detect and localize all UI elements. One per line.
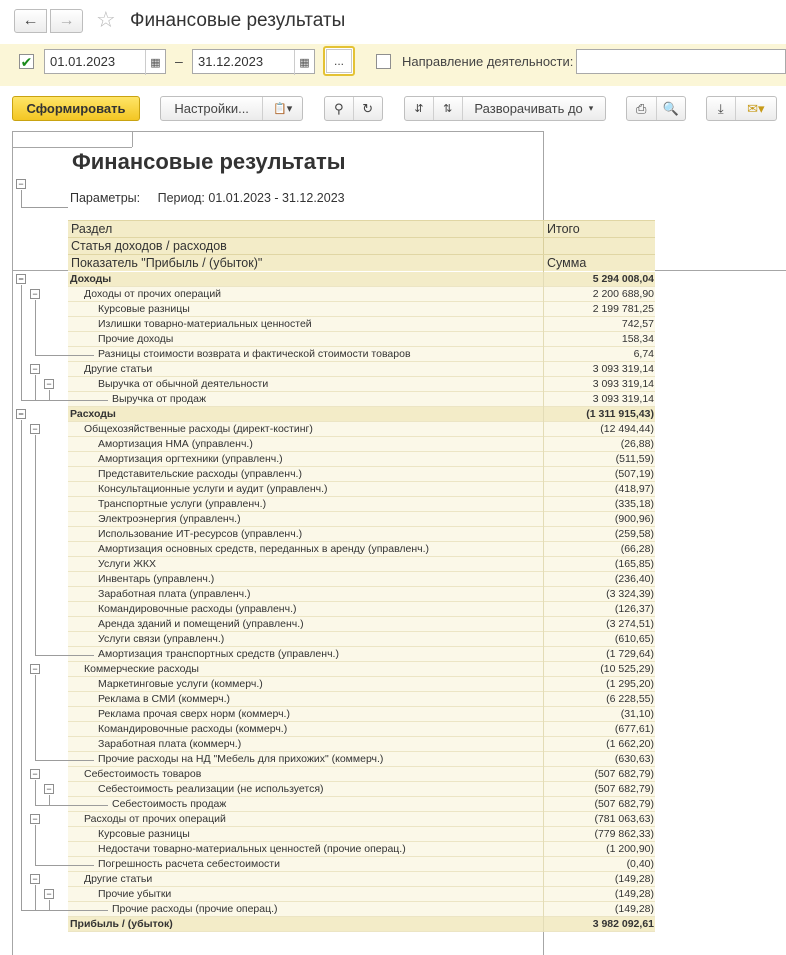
report-title: Финансовые результаты [72,149,346,174]
row-value: 5 294 008,04 [592,273,654,285]
table-row[interactable] [12,662,786,677]
date-from-field[interactable] [44,49,166,74]
row-value: 3 093 319,14 [592,378,654,390]
tree-line [35,760,94,761]
report-top-border [12,131,543,132]
table-row[interactable] [12,347,786,362]
row-value: (335,18) [614,498,654,510]
row-label: Амортизация НМА (управленч.) [98,438,253,450]
table-row[interactable] [12,857,786,872]
date-dash: – [175,53,183,69]
row-label: Излишки товарно-материальных ценностей [98,318,312,330]
collapse-toggle[interactable]: − [16,274,26,284]
row-value: (149,28) [614,888,654,900]
row-value: (1 662,20) [606,738,654,750]
arrow-left-icon: ← [22,12,39,29]
search-next-icon: ↻ [362,100,374,116]
table-row[interactable] [12,512,786,527]
table-row[interactable] [12,917,786,932]
header-separator [543,255,544,272]
date-from-value: 01.01.2023 [50,54,116,69]
tree-line [35,780,36,805]
header-sum: Сумма [547,256,587,270]
direction-field[interactable] [576,49,786,74]
table-row[interactable] [12,452,786,467]
header-row-section [68,220,655,237]
table-row[interactable] [12,692,786,707]
row-value: 3 093 319,14 [592,363,654,375]
row-label: Общехозяйственные расходы (директ-костинг) [84,423,313,435]
row-label: Прочие расходы на НД "Мебель для прихожих" (коммерч.) [98,753,384,765]
row-value: (610,65) [614,633,654,645]
table-row[interactable] [12,632,786,647]
collapse-toggle[interactable]: − [30,364,40,374]
row-label: Услуги связи (управленч.) [98,633,225,645]
tree-line [49,400,108,401]
tree-line [21,190,22,207]
expand-to-label: Разворачивать до [474,101,583,116]
row-label: Услуги ЖКХ [98,558,157,570]
table-row[interactable] [12,767,786,782]
row-label: Прочие убытки [98,888,172,900]
row-value: (6 228,55) [606,693,654,705]
table-row[interactable] [12,782,786,797]
row-value: (507,19) [614,468,654,480]
tree-line [35,435,36,655]
generate-button[interactable]: Сформировать [12,96,140,121]
table-row[interactable] [12,572,786,587]
direction-label: Направление деятельности: [402,54,574,69]
tree-line [49,795,50,805]
calendar-icon[interactable]: ▦ [145,50,165,75]
header-separator [543,221,544,238]
collapse-toggle[interactable]: − [30,664,40,674]
row-value: (1 311 915,43) [586,408,654,420]
search-button[interactable] [325,97,354,120]
row-value: (1 295,20) [606,678,654,690]
row-label: Расходы [70,408,116,420]
row-value: (507 682,79) [594,798,654,810]
header-indicator: Показатель "Прибыль / (убыток)" [71,256,263,270]
table-row[interactable] [12,677,786,692]
calendar-icon[interactable]: ▦ [294,50,314,75]
row-value: 3 982 092,61 [592,918,654,930]
row-label: Недостачи товарно-материальных ценностей (прочие операц.) [98,843,406,855]
period-checkbox[interactable] [19,54,34,69]
report-corner-cell-right [132,131,133,147]
row-value: (781 063,63) [594,813,654,825]
tree-line [21,207,68,208]
row-label: Использование ИТ-ресурсов (управленч.) [98,528,303,540]
variant-icon: 📋▾ [273,103,293,115]
row-value: (66,28) [620,543,654,555]
row-label: Консультационные услуги и аудит (управленч.) [98,483,328,495]
table-row[interactable] [12,272,786,287]
print-group [626,96,686,121]
row-label: Прочие доходы [98,333,174,345]
row-label: Курсовые разницы [98,828,190,840]
expand-to-button[interactable] [463,97,605,120]
tree-line [49,910,108,911]
forward-button[interactable] [50,9,83,33]
row-value: (677,61) [614,723,654,735]
download-icon: ⤓ [717,100,724,116]
row-value: (149,28) [614,873,654,885]
table-row[interactable] [12,602,786,617]
table-row[interactable] [12,527,786,542]
settings-group [160,96,303,121]
params-value: Период: 01.01.2023 - 31.12.2023 [157,191,345,205]
star-icon[interactable]: ☆ [96,7,116,32]
tree-line [21,285,22,400]
row-label: Аренда зданий и помещений (управленч.) [98,618,304,630]
table-row[interactable] [12,392,786,407]
export-group [706,96,777,121]
back-button[interactable] [14,9,47,33]
row-label: Прибыль / (убыток) [70,918,173,930]
tree-line [35,300,36,355]
row-value: (3 274,51) [606,618,654,630]
collapse-toggle[interactable]: − [30,289,40,299]
collapse-toggle[interactable]: − [44,784,54,794]
row-label: Командировочные расходы (управленч.) [98,603,297,615]
row-label: Амортизация основных средств, переданных в аренду (управленч.) [98,543,430,555]
table-row[interactable] [12,377,786,392]
row-value: 6,74 [633,348,654,360]
row-value: (31,10) [620,708,654,720]
send-email-button[interactable] [736,97,776,120]
report-rows [12,272,786,932]
report-parameters [70,191,359,205]
date-to-value: 31.12.2023 [198,54,264,69]
row-label: Электроэнергия (управленч.) [98,513,241,525]
search-group [324,96,383,121]
params-label: Параметры: [70,191,141,205]
header-row-article [68,237,655,254]
collapse-toggle[interactable]: − [44,889,54,899]
row-value: 2 200 688,90 [592,288,654,300]
tree-line [35,375,36,400]
table-row[interactable] [12,587,786,602]
row-value: 2 199 781,25 [592,303,654,315]
tree-line [21,420,22,910]
table-row[interactable] [12,332,786,347]
table-row[interactable] [12,467,786,482]
table-row[interactable] [12,362,786,377]
row-value: (507 682,79) [594,768,654,780]
row-value: (418,97) [614,483,654,495]
row-label: Реклама прочая сверх норм (коммерч.) [98,708,290,720]
row-value: (12 494,44) [600,423,654,435]
row-label: Заработная плата (коммерч.) [98,738,242,750]
row-label: Доходы [70,273,112,285]
row-label: Разницы стоимости возврата и фактической стоимости товаров [98,348,411,360]
table-row[interactable] [12,617,786,632]
table-row[interactable] [12,887,786,902]
envelope-icon: ✉▾ [747,100,765,116]
table-row[interactable] [12,647,786,662]
collapse-toggle[interactable]: − [30,874,40,884]
row-value: (511,59) [615,453,654,465]
row-value: (3 324,39) [606,588,654,600]
row-value: 158,34 [621,333,654,345]
print-preview-icon: 🔍 [662,100,679,116]
table-row[interactable] [12,557,786,572]
row-label: Другие статьи [84,363,153,375]
row-value: (126,37) [614,603,654,615]
row-label: Себестоимость продаж [112,798,227,810]
direction-checkbox[interactable] [376,54,391,69]
collapse-toggle[interactable]: − [30,424,40,434]
row-label: Курсовые разницы [98,303,190,315]
preview-button[interactable] [657,97,686,120]
sort-asc-icon: ⇵ [414,103,424,115]
header-total: Итого [547,222,580,236]
sort-asc-button[interactable] [405,97,434,120]
table-row[interactable] [12,407,786,422]
row-value: 3 093 319,14 [592,393,654,405]
table-row[interactable] [12,902,786,917]
printer-icon: ⎙ [636,100,647,116]
row-label: Выручка от обычной деятельности [98,378,269,390]
row-label: Представительские расходы (управленч.) [98,468,302,480]
row-value: (900,96) [614,513,654,525]
row-value: 742,57 [621,318,654,330]
table-row[interactable] [12,542,786,557]
settings-button[interactable]: Настройки... [161,97,263,120]
sort-desc-icon: ⇅ [443,103,453,115]
row-value: (1 729,64) [606,648,654,660]
print-button[interactable] [627,97,657,120]
table-row[interactable] [12,812,786,827]
header-row-indicator [68,254,655,271]
date-to-field[interactable] [192,49,315,74]
search-next-button[interactable] [354,97,382,120]
row-value: (10 525,29) [600,663,654,675]
row-value: (779 862,33) [594,828,654,840]
tree-line [35,885,36,910]
row-label: Инвентарь (управленч.) [98,573,215,585]
chevron-down-icon: ▾ [588,103,594,113]
tree-line [35,355,94,356]
tree-line [35,825,36,865]
row-label: Амортизация оргтехники (управленч.) [98,453,283,465]
table-row[interactable] [12,797,786,812]
title-bar [0,0,786,44]
tree-line [49,805,108,806]
search-icon: ⚲ [333,100,344,116]
tree-line [35,655,94,656]
header-article: Статья доходов / расходов [71,239,227,253]
row-value: (0,40) [626,858,654,870]
row-value: (507 682,79) [594,783,654,795]
table-row[interactable] [12,437,786,452]
collapse-header-toggle[interactable]: − [16,179,26,189]
row-label: Амортизация транспортных средств (управленч.) [98,648,339,660]
table-row[interactable] [12,302,786,317]
table-row[interactable] [12,482,786,497]
table-row[interactable] [12,842,786,857]
row-label: Командировочные расходы (коммерч.) [98,723,288,735]
row-label: Прочие расходы (прочие операц.) [112,903,278,915]
table-row[interactable] [12,287,786,302]
row-label: Заработная плата (управленч.) [98,588,251,600]
report-area[interactable] [12,131,786,955]
row-label: Себестоимость товаров [84,768,202,780]
row-value: (26,88) [620,438,654,450]
tree-line [49,900,50,910]
tree-line [35,865,94,866]
filter-bar [0,44,786,86]
row-value: (165,85) [614,558,654,570]
period-select-button[interactable] [323,46,355,76]
checkmark-icon: ✔ [20,53,33,70]
header-section: Раздел [71,222,113,236]
arrow-right-icon: → [58,12,75,29]
dots-label: ... [326,49,352,73]
sort-desc-button[interactable] [434,97,463,120]
row-label: Реклама в СМИ (коммерч.) [98,693,231,705]
variant-button[interactable] [263,97,302,120]
sort-group [404,96,606,121]
table-row[interactable] [12,317,786,332]
row-label: Выручка от продаж [112,393,207,405]
table-row[interactable] [12,752,786,767]
table-row[interactable] [12,737,786,752]
table-row[interactable] [12,872,786,887]
table-row[interactable] [12,422,786,437]
header-separator [543,238,544,255]
table-row[interactable] [12,707,786,722]
window-title: Финансовые результаты [130,10,346,31]
table-row[interactable] [12,497,786,512]
row-label: Другие статьи [84,873,153,885]
collapse-toggle[interactable]: − [30,769,40,779]
tree-line [35,675,36,760]
row-value: (1 200,90) [606,843,654,855]
table-row[interactable] [12,722,786,737]
tree-line [49,390,50,400]
row-value: (149,28) [614,903,654,915]
collapse-toggle[interactable]: − [44,379,54,389]
table-row[interactable] [12,827,786,842]
collapse-toggle[interactable]: − [16,409,26,419]
row-label: Погрешность расчета себестоимости [98,858,280,870]
row-value: (259,58) [614,528,654,540]
row-label: Транспортные услуги (управленч.) [98,498,267,510]
row-label: Себестоимость реализации (не используется) [98,783,324,795]
save-button[interactable] [707,97,736,120]
row-label: Расходы от прочих операций [84,813,226,825]
row-label: Маркетинговые услуги (коммерч.) [98,678,263,690]
row-value: (630,63) [614,753,654,765]
report-corner-cell [12,147,132,148]
row-label: Доходы от прочих операций [84,288,222,300]
row-label: Коммерческие расходы [84,663,199,675]
collapse-toggle[interactable]: − [30,814,40,824]
row-value: (236,40) [614,573,654,585]
